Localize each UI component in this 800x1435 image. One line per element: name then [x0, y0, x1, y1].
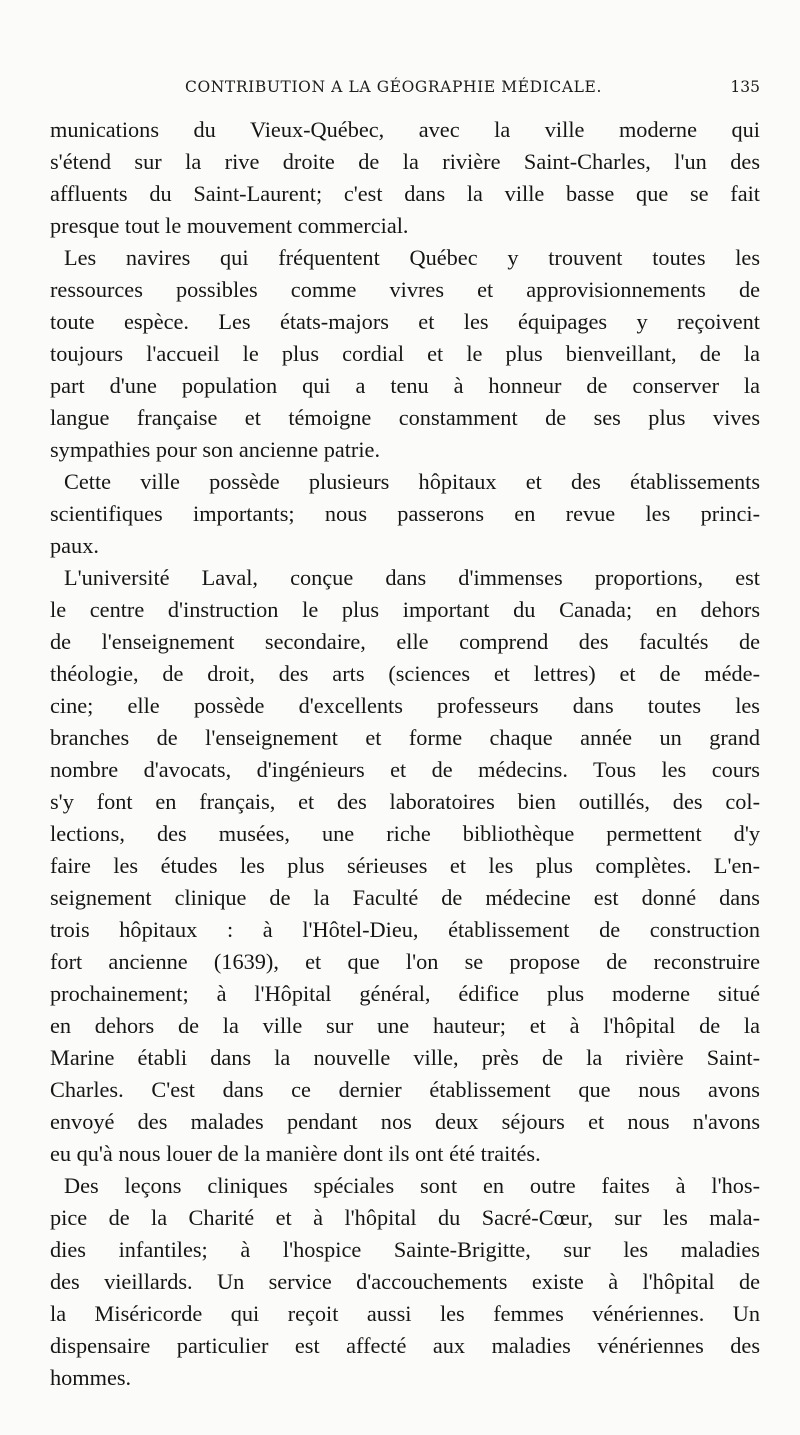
- text-line: s'y font en français, et des laboratoires bien outillés, des col-: [50, 789, 760, 814]
- text-line: cine; elle possède d'excellents professeurs dans toutes les: [50, 693, 760, 718]
- text-line: L'université Laval, conçue dans d'immenses proportions, est: [64, 565, 760, 590]
- text-line: envoyé des malades pendant nos deux séjours et nous n'avons: [50, 1109, 760, 1134]
- text-line: dies infantiles; à l'hospice Sainte-Brigitte, sur les maladies: [50, 1237, 760, 1262]
- text-line: nombre d'avocats, d'ingénieurs et de médecins. Tous les cours: [50, 757, 760, 782]
- text-line: théologie, de droit, des arts (sciences et lettres) et de méde-: [50, 661, 760, 686]
- text-line: le centre d'instruction le plus important du Canada; en dehors: [50, 597, 760, 622]
- text-line: scientifiques importants; nous passerons en revue les princi-: [50, 501, 760, 526]
- text-line: seignement clinique de la Faculté de médecine est donné dans: [50, 885, 760, 910]
- text-line: de l'enseignement secondaire, elle comprend des facultés de: [50, 629, 760, 654]
- text-line: branches de l'enseignement et forme chaque année un grand: [50, 725, 760, 750]
- text-line: pice de la Charité et à l'hôpital du Sacré-Cœur, sur les mala-: [50, 1205, 760, 1230]
- text-line: munications du Vieux-Québec, avec la ville moderne qui: [50, 117, 760, 142]
- text-line: prochainement; à l'Hôpital général, édifice plus moderne situé: [50, 981, 760, 1006]
- text-line: toujours l'accueil le plus cordial et le plus bienveillant, de la: [50, 341, 760, 366]
- text-line: s'étend sur la rive droite de la rivière Saint-Charles, l'un des: [50, 149, 760, 174]
- text-line: part d'une population qui a tenu à honneur de conserver la: [50, 373, 760, 398]
- body-text: [50, 114, 760, 1394]
- text-line: trois hôpitaux : à l'Hôtel-Dieu, établissement de construction: [50, 917, 760, 942]
- text-line: hommes.: [50, 1365, 132, 1390]
- text-line: Charles. C'est dans ce dernier établissement que nous avons: [50, 1077, 760, 1102]
- text-line: dispensaire particulier est affecté aux maladies vénériennes des: [50, 1333, 760, 1358]
- text-line: en dehors de la ville sur une hauteur; et à l'hôpital de la: [50, 1013, 760, 1038]
- text-line: fort ancienne (1639), et que l'on se propose de reconstruire: [50, 949, 760, 974]
- text-line: Marine établi dans la nouvelle ville, près de la rivière Saint-: [50, 1045, 760, 1070]
- text-line: faire les études les plus sérieuses et les plus complètes. L'en-: [50, 853, 760, 878]
- page-header: [50, 78, 760, 108]
- text-line: paux.: [50, 533, 99, 558]
- running-title: CONTRIBUTION A LA GÉOGRAPHIE MÉDICALE.: [185, 78, 602, 96]
- text-line: langue française et témoigne constamment de ses plus vives: [50, 405, 760, 430]
- text-line: Les navires qui fréquentent Québec y trouvent toutes les: [64, 245, 760, 270]
- text-line: ressources possibles comme vivres et approvisionnements de: [50, 277, 760, 302]
- text-line: des vieillards. Un service d'accouchements existe à l'hôpital de: [50, 1269, 760, 1294]
- text-line: affluents du Saint-Laurent; c'est dans la ville basse que se fait: [50, 181, 760, 206]
- text-line: Cette ville possède plusieurs hôpitaux et des établissements: [64, 469, 760, 494]
- page-number: 135: [730, 78, 760, 96]
- text-line: presque tout le mouvement commercial.: [50, 213, 409, 238]
- text-line: toute espèce. Les états-majors et les équipages y reçoivent: [50, 309, 760, 334]
- text-line: la Miséricorde qui reçoit aussi les femmes vénériennes. Un: [50, 1301, 760, 1326]
- text-line: sympathies pour son ancienne patrie.: [50, 437, 381, 462]
- text-line: lections, des musées, une riche bibliothèque permettent d'y: [50, 821, 760, 846]
- text-line: eu qu'à nous louer de la manière dont ils ont été traités.: [50, 1141, 541, 1166]
- text-line: Des leçons cliniques spéciales sont en outre faites à l'hos-: [64, 1173, 760, 1198]
